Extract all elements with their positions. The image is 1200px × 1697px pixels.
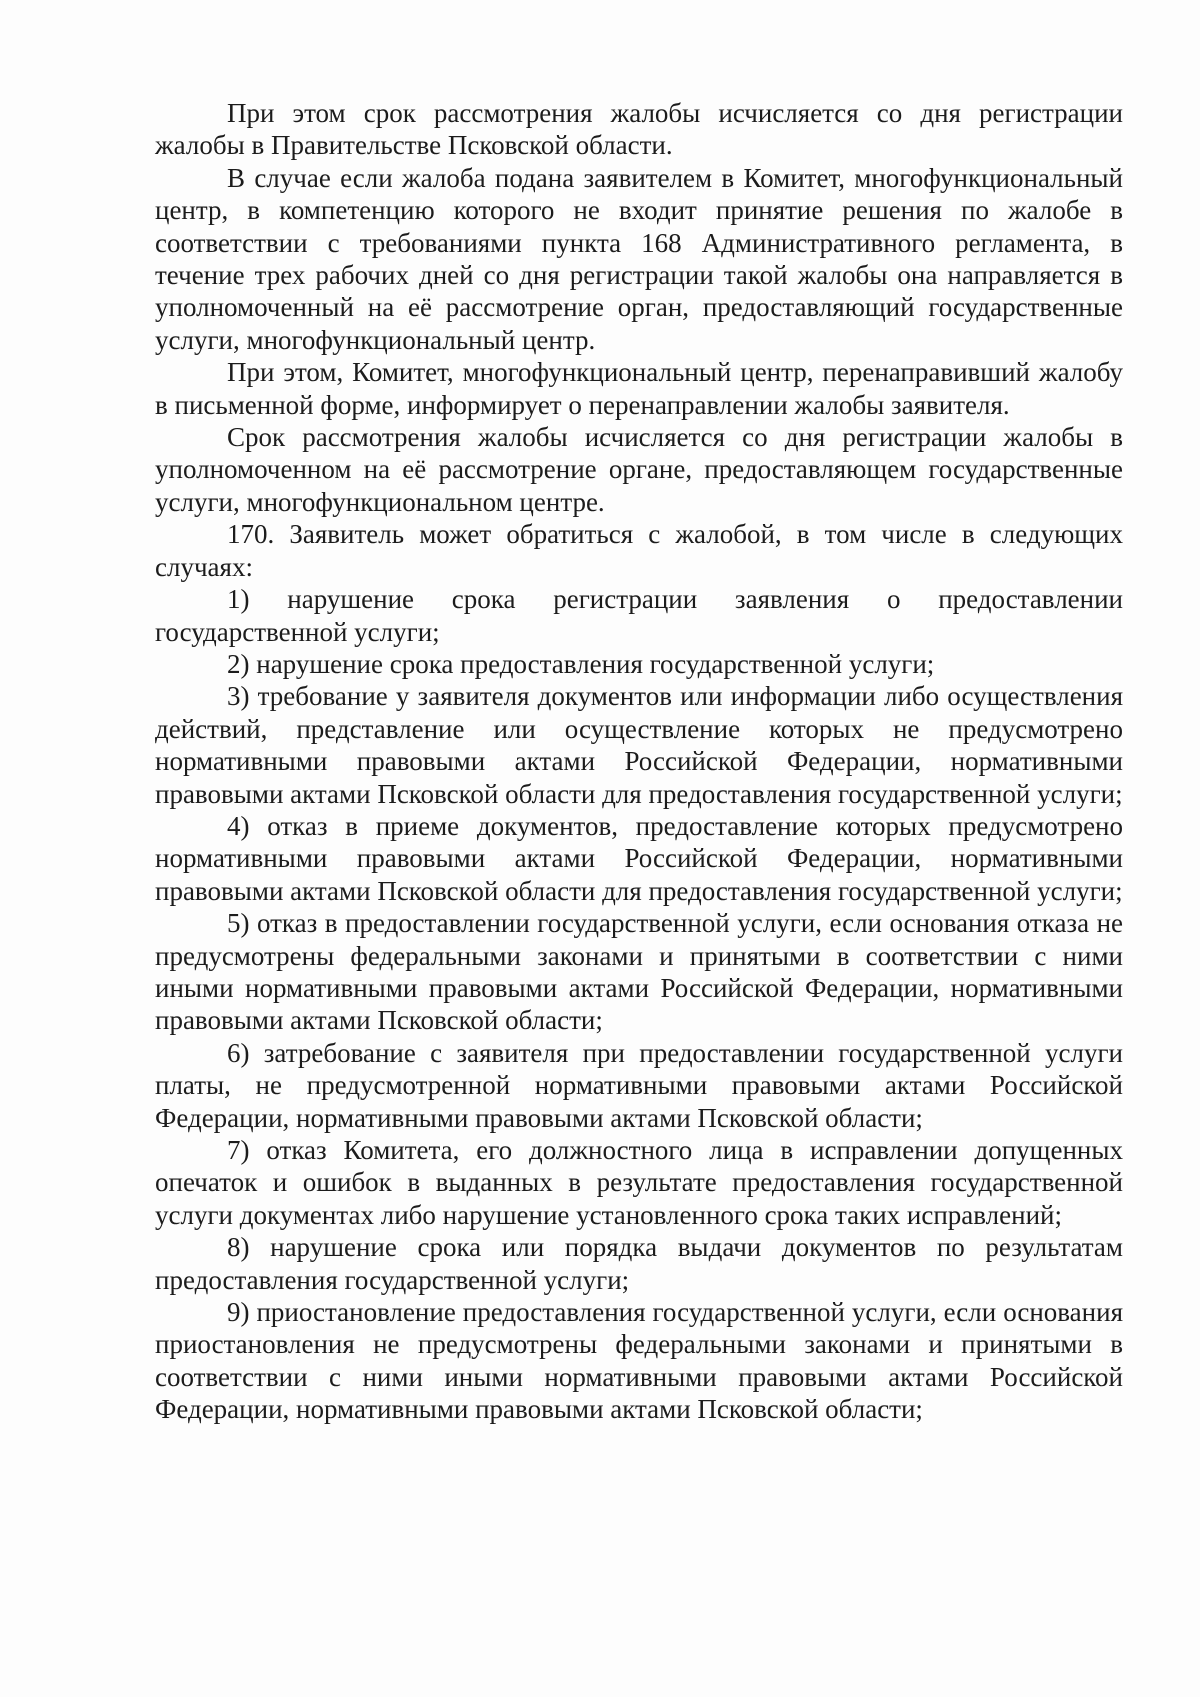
paragraph-redirect-notice: При этом, Комитет, многофункциональный центр, перенаправивший жалобу в письменной форме, информирует о перенаправлении жалобы заявителя. xyxy=(155,357,1123,420)
document-body xyxy=(155,97,1123,1426)
paragraph-redirect-complaint: В случае если жалоба подана заявителем в Комитет, многофункциональный центр, в компетенцию которого не входит принятие решения по жалобе в соответствии с требованиями пункта 168 Административного регламента, в течение трех рабочих дней со дня регистрации такой жалобы она направляется в уполномоченный на её рассмотрение орган, предоставляющий государственные услуги, многофункциональный центр. xyxy=(155,162,1123,355)
paragraph-review-period: Срок рассмотрения жалобы исчисляется со дня регистрации жалобы в уполномоченном на её рассмотрение органе, предоставляющем государственные услуги, многофункциональном центре. xyxy=(155,422,1123,517)
list-item-7: 7) отказ Комитета, его должностного лица в исправлении допущенных опечаток и ошибок в выданных в результате предоставления государственной услуги документах либо нарушение установленного срока таких исправлений; xyxy=(155,1135,1123,1230)
list-item-8: 8) нарушение срока или порядка выдачи документов по результатам предоставления государственной услуги; xyxy=(155,1232,1123,1295)
list-item-9: 9) приостановление предоставления государственной услуги, если основания приостановления не предусмотрены федеральными законами и принятыми в соответствии с ними иными нормативными правовыми актами Российской Федерации, нормативными правовыми актами Псковской области; xyxy=(155,1297,1123,1425)
paragraph-complaint-period: При этом срок рассмотрения жалобы исчисляется со дня регистрации жалобы в Правительстве Псковской области. xyxy=(155,98,1123,161)
paragraph-clause-170: 170. Заявитель может обратиться с жалобой, в том числе в следующих случаях: xyxy=(155,519,1123,582)
list-item-1: 1) нарушение срока регистрации заявления о предоставлении государственной услуги; xyxy=(155,584,1123,647)
list-item-5: 5) отказ в предоставлении государственной услуги, если основания отказа не предусмотрены федеральными законами и принятыми в соответствии с ними иными нормативными правовыми актами Российской Федерации, нормативными правовыми актами Псковской области; xyxy=(155,908,1123,1036)
list-item-6: 6) затребование с заявителя при предоставлении государственной услуги платы, не предусмотренной нормативными правовыми актами Российской Федерации, нормативными правовыми актами Псковской области; xyxy=(155,1037,1123,1133)
list-item-4: 4) отказ в приеме документов, предоставление которых предусмотрено нормативными правовыми актами Российской Федерации, нормативными правовыми актами Псковской области для предоставления государственной услуги; xyxy=(155,810,1123,906)
list-item-2: 2) нарушение срока предоставления государственной услуги; xyxy=(227,648,935,679)
list-item-3: 3) требование у заявителя документов или информации либо осуществления действий, представление или осуществление которых не предусмотрено нормативными правовыми актами Российской Федерации, нормативными правовыми актами Псковской области для предоставления государственной услуги; xyxy=(155,681,1123,809)
